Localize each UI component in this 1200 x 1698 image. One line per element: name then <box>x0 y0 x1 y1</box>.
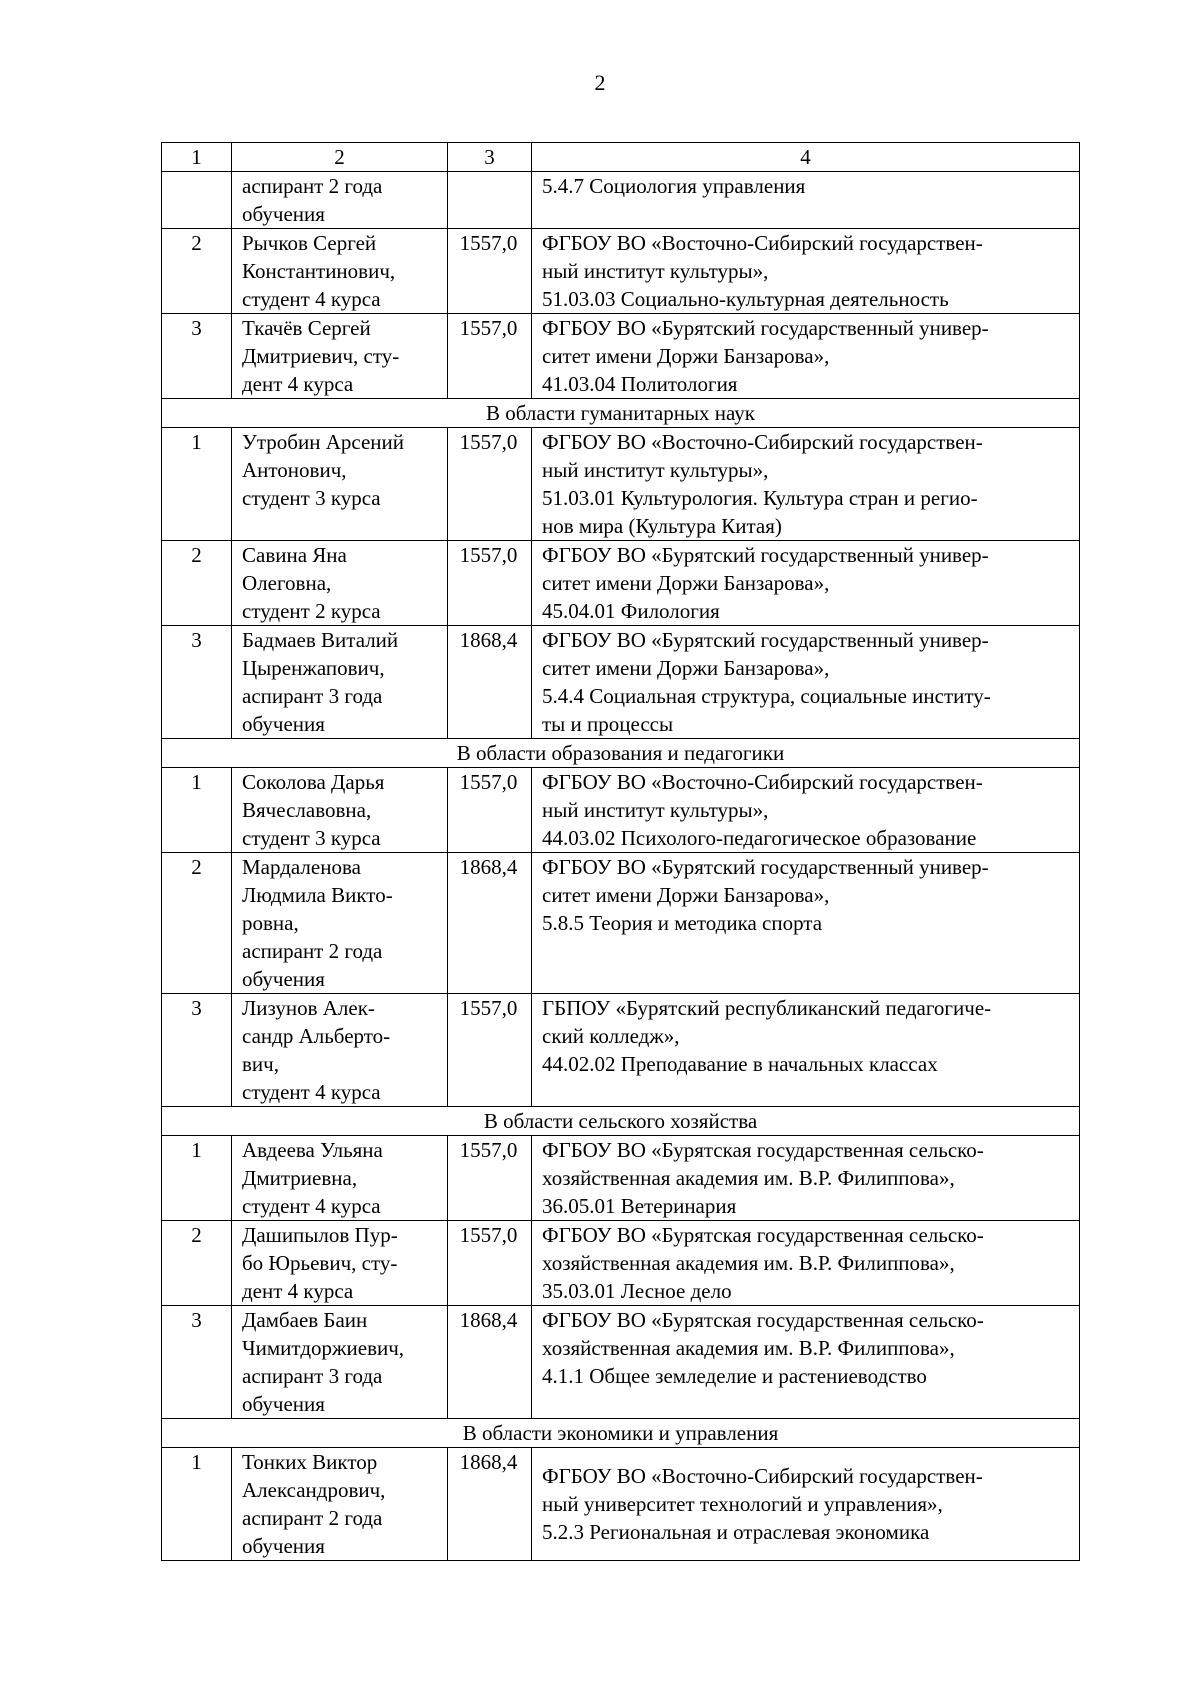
header-cell: 4 <box>532 143 1080 172</box>
table-row <box>162 1448 1080 1561</box>
row-number: 1 <box>162 1448 232 1561</box>
table-row <box>162 314 1080 399</box>
institution-specialty: ФГБОУ ВО «Бурятская государственная сельско- хозяйственная академия им. В.Р. Филиппова», 4.1.1 Общее земледелие и растениеводство <box>532 1306 1080 1419</box>
institution-specialty: ФГБОУ ВО «Бурятский государственный универ- ситет имени Доржи Банзарова», 5.8.5 Теория и методика спорта <box>532 853 1080 994</box>
row-number: 2 <box>162 853 232 994</box>
grant-amount: 1557,0 <box>448 1221 532 1306</box>
table-row <box>162 428 1080 541</box>
grant-recipients-table <box>161 142 1080 1561</box>
table-row <box>162 768 1080 853</box>
grant-amount: 1557,0 <box>448 1136 532 1221</box>
header-cell: 3 <box>448 143 532 172</box>
institution-specialty: ФГБОУ ВО «Восточно-Сибирский государствен- ный институт культуры», 51.03.03 Социально-культурная деятельность <box>532 229 1080 314</box>
row-number: 1 <box>162 1136 232 1221</box>
table-row <box>162 1221 1080 1306</box>
table-row <box>162 994 1080 1107</box>
institution-specialty: ФГБОУ ВО «Бурятская государственная сельско- хозяйственная академия им. В.Р. Филиппова», 36.05.01 Ветеринария <box>532 1136 1080 1221</box>
section-title: В области гуманитарных наук <box>162 399 1080 428</box>
recipient-name: Тонких Виктор Александрович, аспирант 2 года обучения <box>232 1448 448 1561</box>
institution-specialty: ФГБОУ ВО «Восточно-Сибирский государствен- ный институт культуры», 44.03.02 Психолого-педагогическое образование <box>532 768 1080 853</box>
section-row <box>162 399 1080 428</box>
recipient-name: аспирант 2 года обучения <box>232 172 448 229</box>
section-row <box>162 1107 1080 1136</box>
section-row <box>162 739 1080 768</box>
institution-specialty: ФГБОУ ВО «Бурятский государственный универ- ситет имени Доржи Банзарова», 41.03.04 Политология <box>532 314 1080 399</box>
grant-amount: 1557,0 <box>448 314 532 399</box>
row-number: 3 <box>162 626 232 739</box>
grant-amount: 1868,4 <box>448 1306 532 1419</box>
table-row <box>162 853 1080 994</box>
row-number <box>162 172 232 229</box>
row-number: 1 <box>162 428 232 541</box>
section-row <box>162 1419 1080 1448</box>
table-row <box>162 172 1080 229</box>
grant-amount: 1557,0 <box>448 541 532 626</box>
row-number: 2 <box>162 1221 232 1306</box>
row-number: 3 <box>162 994 232 1107</box>
recipient-name: Дашипылов Пур- бо Юрьевич, сту- дент 4 курса <box>232 1221 448 1306</box>
row-number: 2 <box>162 541 232 626</box>
institution-specialty: ГБПОУ «Бурятский республиканский педагогиче- ский колледж», 44.02.02 Преподавание в начальных классах <box>532 994 1080 1107</box>
row-number: 1 <box>162 768 232 853</box>
grant-amount: 1868,4 <box>448 626 532 739</box>
institution-specialty: ФГБОУ ВО «Восточно-Сибирский государствен- ный университет технологий и управления», 5.2.3 Региональная и отраслевая экономика <box>532 1448 1080 1561</box>
grant-amount: 1868,4 <box>448 1448 532 1561</box>
recipient-name: Бадмаев Виталий Цыренжапович, аспирант 3 года обучения <box>232 626 448 739</box>
grant-amount: 1557,0 <box>448 229 532 314</box>
row-number: 3 <box>162 314 232 399</box>
section-title: В области сельского хозяйства <box>162 1107 1080 1136</box>
institution-specialty: ФГБОУ ВО «Восточно-Сибирский государствен- ный институт культуры», 51.03.01 Культурология. Культура стран и регио- нов мира (Культура Китая) <box>532 428 1080 541</box>
row-number: 2 <box>162 229 232 314</box>
recipient-name: Соколова Дарья Вячеславовна, студент 3 курса <box>232 768 448 853</box>
row-number: 3 <box>162 1306 232 1419</box>
table-row <box>162 1136 1080 1221</box>
section-title: В области экономики и управления <box>162 1419 1080 1448</box>
header-cell: 2 <box>232 143 448 172</box>
recipient-name: Рычков Сергей Константинович, студент 4 курса <box>232 229 448 314</box>
grant-amount: 1557,0 <box>448 768 532 853</box>
recipient-name: Мардаленова Людмила Викто- ровна, аспирант 2 года обучения <box>232 853 448 994</box>
grant-amount: 1557,0 <box>448 428 532 541</box>
recipient-name: Ткачёв Сергей Дмитриевич, сту- дент 4 курса <box>232 314 448 399</box>
page-number: 2 <box>594 70 606 95</box>
institution-specialty: ФГБОУ ВО «Бурятская государственная сельско- хозяйственная академия им. В.Р. Филиппова», 35.03.01 Лесное дело <box>532 1221 1080 1306</box>
table-row <box>162 541 1080 626</box>
institution-specialty: 5.4.7 Социология управления <box>532 172 1080 229</box>
section-title: В области образования и педагогики <box>162 739 1080 768</box>
grant-amount: 1557,0 <box>448 994 532 1107</box>
grant-amount: 1868,4 <box>448 853 532 994</box>
header-cell: 1 <box>162 143 232 172</box>
recipient-name: Дамбаев Баин Чимитдоржиевич, аспирант 3 года обучения <box>232 1306 448 1419</box>
grant-amount <box>448 172 532 229</box>
recipient-name: Утробин Арсений Антонович, студент 3 курса <box>232 428 448 541</box>
recipient-name: Савина Яна Олеговна, студент 2 курса <box>232 541 448 626</box>
institution-specialty: ФГБОУ ВО «Бурятский государственный универ- ситет имени Доржи Банзарова», 5.4.4 Социальная структура, социальные институ- ты и процессы <box>532 626 1080 739</box>
table-row <box>162 229 1080 314</box>
recipient-name: Лизунов Алек- сандр Альберто- вич, студент 4 курса <box>232 994 448 1107</box>
table-row <box>162 1306 1080 1419</box>
recipient-name: Авдеева Ульяна Дмитриевна, студент 4 курса <box>232 1136 448 1221</box>
table-row <box>162 626 1080 739</box>
institution-specialty: ФГБОУ ВО «Бурятский государственный универ- ситет имени Доржи Банзарова», 45.04.01 Филология <box>532 541 1080 626</box>
table-header-row <box>162 143 1080 172</box>
